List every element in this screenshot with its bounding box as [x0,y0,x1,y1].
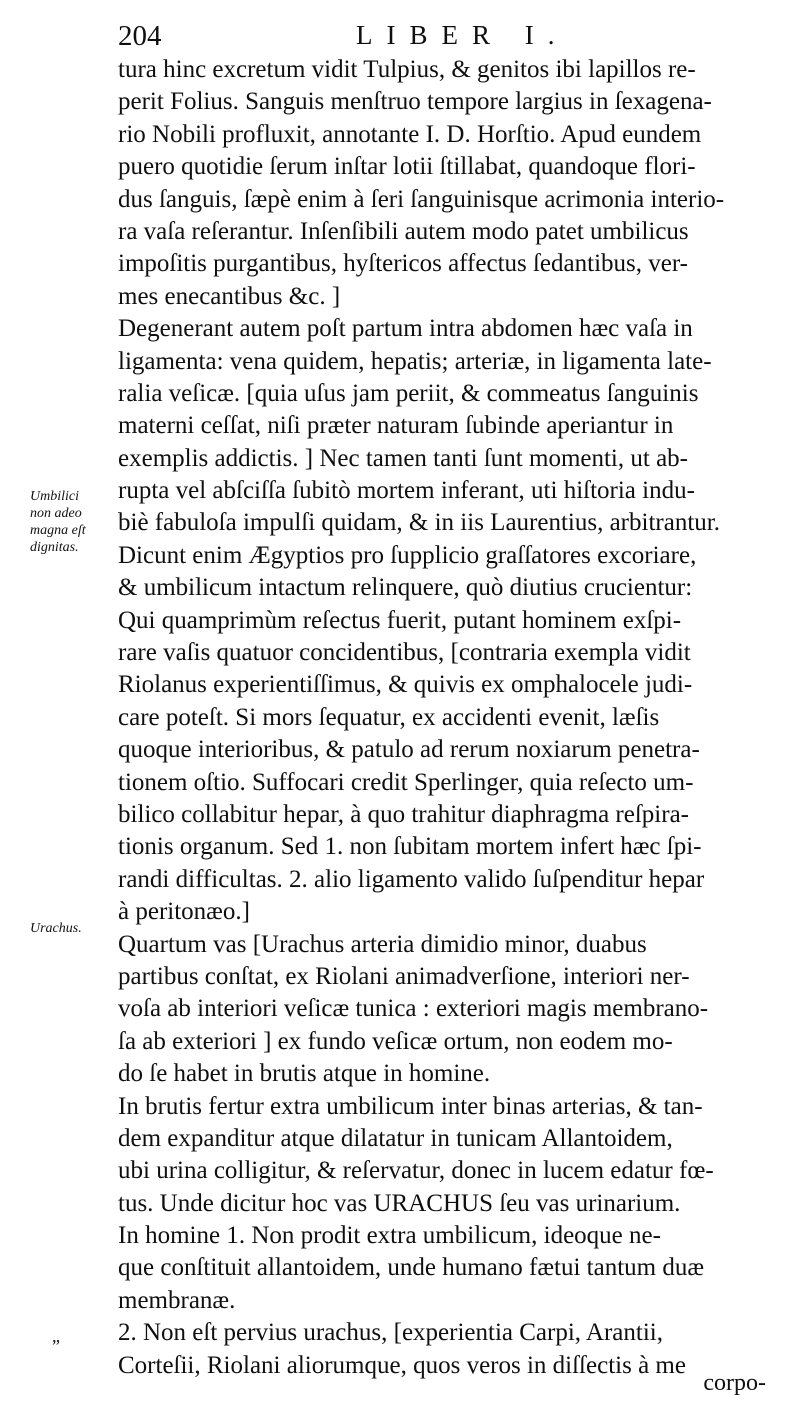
text-line: rio Nobili profluxit, annotante I. D. Horſtio. Apud eundem [118,120,702,148]
text-line: rare vaſis quatuor concidentibus, [contraria exempla vidit [118,639,691,667]
text-line: tura hinc excretum vidit Tulpius, & genitos ibi lapillos re- [118,56,696,83]
text-line: In brutis fertur extra umbilicum inter binas arterias, & tan- [118,1092,703,1120]
text-line: & umbilicum intactum relinquere, quò diutius crucientur: [118,574,693,602]
text-line: biè fabuloſa impulſi quidam, & in iis Laurentius, arbitrantur. [118,509,720,537]
text-line: materni ceſſat, niſi præter naturam ſubinde aperiantur in [118,412,674,440]
text-line: dem expanditur atque dilatatur in tunicam Allantoidem, [118,1124,673,1152]
text-line: quoque interioribus, & patulo ad rerum noxiarum penetra- [118,736,700,764]
page-number: 204 [118,20,162,52]
margin-note-line: dignitas. [30,540,79,555]
margin-note-line: non adeo [30,506,82,521]
text-line: voſa ab interiori veſicæ tunica : exteriori magis membrano- [118,995,709,1023]
text-line: Quartum vas [Urachus arteria dimidio minor, duabus [118,930,647,958]
text-line: In homine 1. Non prodit extra umbilicum, ideoque ne- [118,1222,661,1250]
text-line: care poteſt. Si mors ſequatur, ex accidenti evenit, læſis [118,703,660,731]
text-line: exemplis addictis. ] Nec tamen tanti ſunt momenti, ut ab- [118,444,688,472]
text-line: 2. Non eſt pervius urachus, [experientia Carpi, Arantii, [118,1319,663,1347]
text-line: perit Folius. Sanguis menſtruo tempore largius in ſexagena- [118,88,712,116]
text-line: ubi urina colligitur, & reſervatur, donec in lucem edatur fœ- [118,1157,714,1185]
text-line: puero quotidie ſerum inſtar lotii ſtillabat, quandoque flori- [118,153,696,181]
text-line: ralia veſicæ. [quia uſus jam periit, & commeatus ſanguinis [118,379,699,407]
margin-note-urachus [30,920,82,937]
text-line: randi difficultas. 2. alio ligamento valido ſuſpenditur hepar [118,865,705,893]
margin-note-line: Urachus. [30,921,82,936]
text-line: rupta vel abſciſſa ſubitò mortem inferant, uti hiſtoria indu- [118,477,695,505]
text-line: Riolanus experientiſſimus, & quivis ex omphalocele judi- [118,671,693,699]
text-line: tionem oſtio. Suffocari credit Sperlinger, quia reſecto um- [118,768,694,796]
margin-note-line: Umbilici [30,489,79,504]
text-line: Qui quamprimùm reſectus fuerit, putant hominem exſpi- [118,606,682,634]
text-line: Corteſii, Riolani aliorumque, quos veros in diſſectis à me [118,1351,686,1379]
text-line: mes enecantibus &c. ] [118,282,341,310]
text-line: Dicunt enim Ægyptios pro ſupplicio graſſatores excoriare, [118,541,697,569]
body-text [118,54,774,1382]
text-line: à peritonæo.] [118,898,250,926]
catchword: corpo- [703,1370,766,1396]
text-line: tus. Unde dicitur hoc vas URACHUS ſeu vas urinarium. [118,1189,681,1217]
text-line: Degenerant autem poſt partum intra abdomen hæc vaſa in [118,315,693,343]
page-header [0,12,800,52]
text-line: do ſe habet in brutis atque in homine. [118,1060,491,1088]
text-line: que conſtituit allantoidem, unde humano fætui tantum duæ [118,1254,705,1282]
text-line: ligamenta: vena quidem, hepatis; arteriæ, in ligamenta late- [118,347,712,375]
text-line: membranæ. [118,1286,236,1314]
margin-note-umbilici [30,488,86,556]
margin-note-line: magna eſt [30,523,86,538]
text-line: dus ſanguis, ſæpè enim à ſeri ſanguinisque acrimonia interio- [118,185,725,213]
text-line: ſa ab exteriori ] ex fundo veſicæ ortum, non eodem mo- [118,1027,673,1055]
text-line: bilico collabitur hepar, à quo trahitur diaphragma reſpira- [118,800,689,828]
text-line: tionis organum. Sed 1. non ſubitam mortem infert hæc ſpi- [118,833,702,861]
text-line: ra vaſa reſerantur. Inſenſibili autem modo patet umbilicus [118,217,689,245]
text-line: partibus conſtat, ex Riolani animadverſione, interiori ner- [118,962,690,990]
text-line: impoſitis purgantibus, hyſtericos affectus ſedantibus, ver- [118,250,688,278]
running-head: LIBER I. [356,20,569,50]
stray-mark: „ [52,1326,60,1346]
